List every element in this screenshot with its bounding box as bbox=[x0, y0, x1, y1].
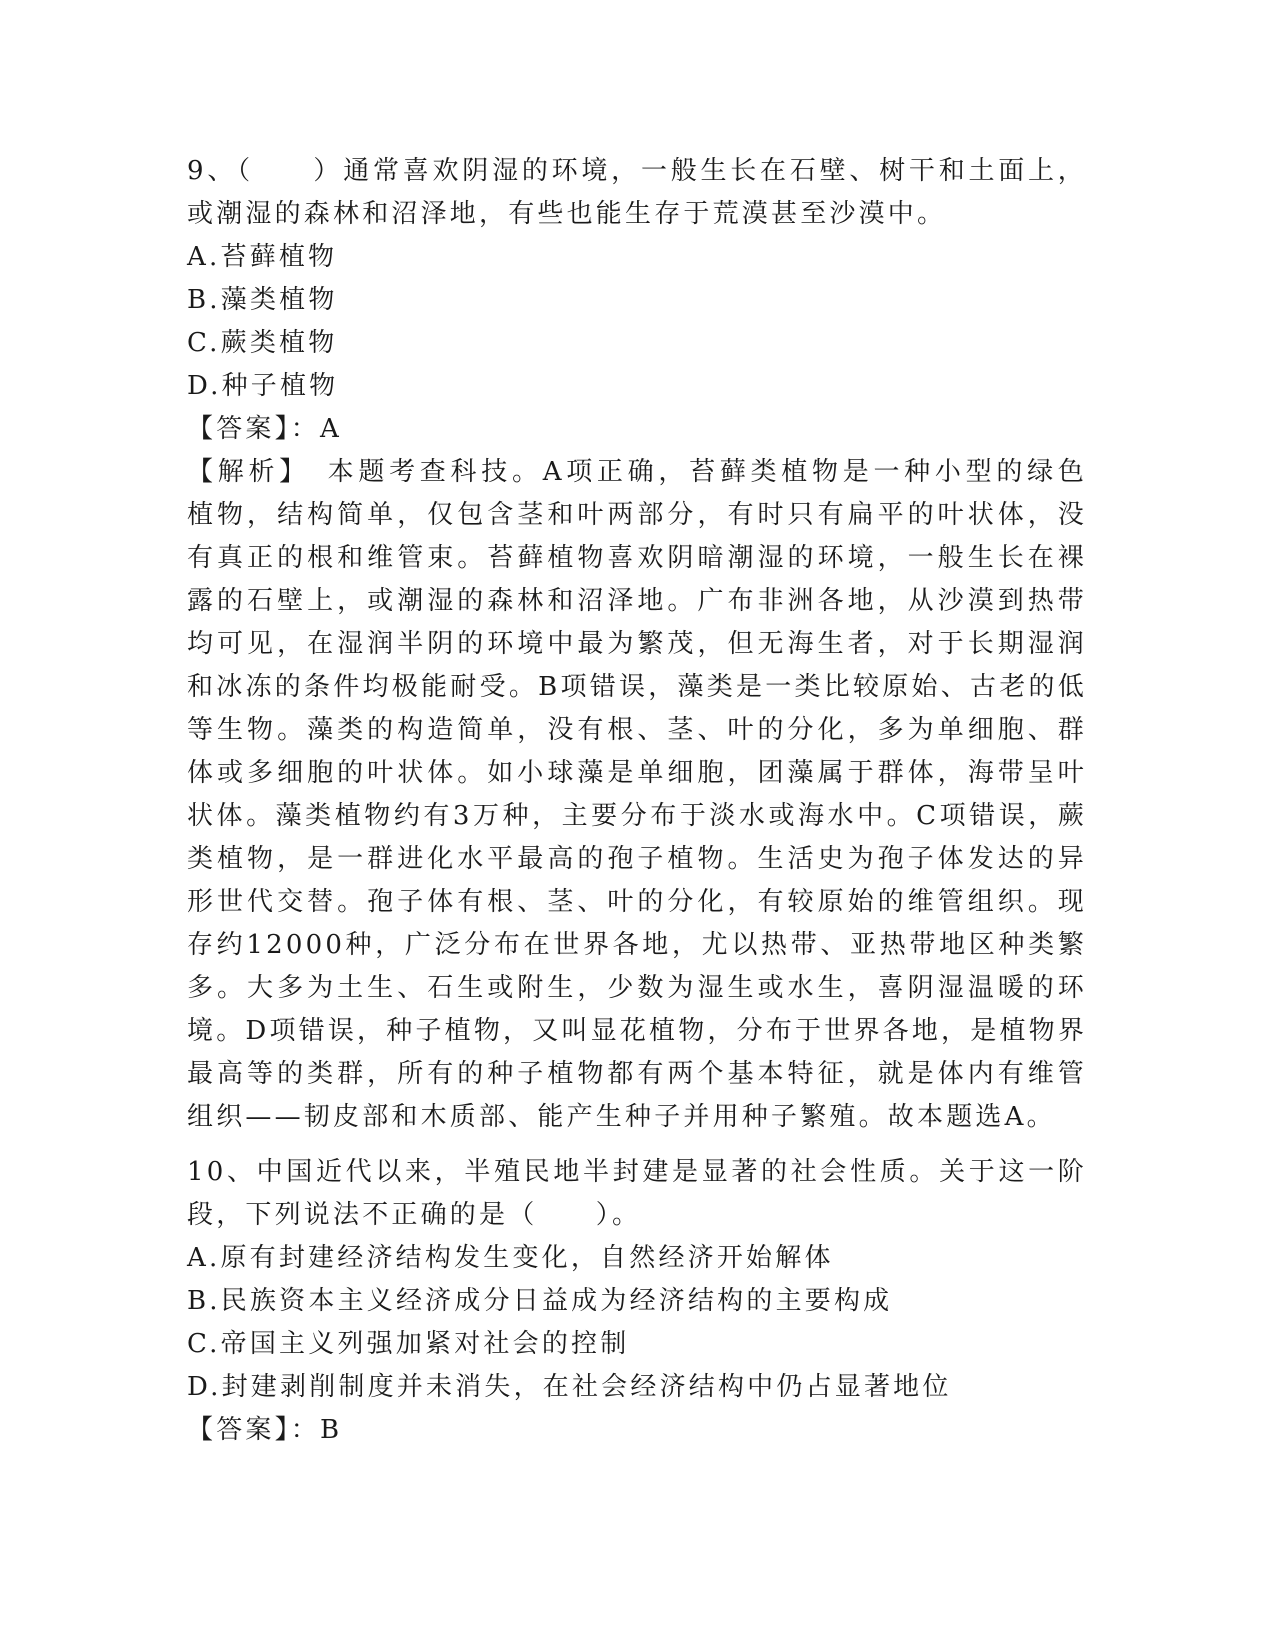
analysis-line: 和冰冻的条件均极能耐受。B项错误，藻类是一类比较原始、古老的低 bbox=[187, 672, 1087, 702]
analysis-line: 有真正的根和维管束。苔藓植物喜欢阴暗潮湿的环境，一般生长在裸 bbox=[187, 543, 1087, 573]
question-9-analysis bbox=[187, 451, 1087, 1139]
analysis-line: 多。大多为土生、石生或附生，少数为湿生或水生，喜阴湿温暖的环 bbox=[187, 973, 1087, 1003]
analysis-line: 最高等的类群，所有的种子植物都有两个基本特征，就是体内有维管 bbox=[187, 1059, 1087, 1089]
question-9-answer: 【答案】：A bbox=[187, 414, 342, 444]
question-9-option-a: A.苔藓植物 bbox=[187, 242, 338, 272]
question-10-option-b: B.民族资本主义经济成分日益成为经济结构的主要构成 bbox=[187, 1286, 893, 1316]
question-spacer bbox=[187, 1139, 1087, 1151]
analysis-line: 状体。藻类植物约有3万种，主要分布于淡水或海水中。C项错误，蕨 bbox=[187, 801, 1087, 831]
question-10-option-d: D.封建剥削制度并未消失，在社会经济结构中仍占显著地位 bbox=[187, 1372, 952, 1402]
question-10-answer: 【答案】：B bbox=[187, 1415, 343, 1445]
analysis-line: 等生物。藻类的构造简单，没有根、茎、叶的分化，多为单细胞、群 bbox=[187, 715, 1087, 745]
question-9-option-c: C.蕨类植物 bbox=[187, 328, 338, 358]
question-9 bbox=[187, 150, 1087, 1139]
question-10-option-a: A.原有封建经济结构发生变化，自然经济开始解体 bbox=[187, 1243, 834, 1273]
question-10 bbox=[187, 1151, 1087, 1452]
question-10-stem-line-1: 10、中国近代以来，半殖民地半封建是显著的社会性质。关于这一阶 bbox=[187, 1157, 1087, 1187]
analysis-line: 组织——韧皮部和木质部、能产生种子并用种子繁殖。故本题选A。 bbox=[187, 1102, 1056, 1132]
question-10-option-c: C.帝国主义列强加紧对社会的控制 bbox=[187, 1329, 630, 1359]
question-9-option-d: D.种子植物 bbox=[187, 371, 339, 401]
question-10-stem-line-2: 段，下列说法不正确的是（ ）。 bbox=[187, 1200, 642, 1230]
analysis-line: 体或多细胞的叶状体。如小球藻是单细胞，团藻属于群体，海带呈叶 bbox=[187, 758, 1087, 788]
analysis-line: 存约12000种，广泛分布在世界各地，尤以热带、亚热带地区种类繁 bbox=[187, 930, 1087, 960]
analysis-line: 植物，结构简单，仅包含茎和叶两部分，有时只有扁平的叶状体，没 bbox=[187, 500, 1087, 530]
analysis-line: 形世代交替。孢子体有根、茎、叶的分化，有较原始的维管组织。现 bbox=[187, 887, 1087, 917]
document-page bbox=[187, 150, 1087, 1452]
question-9-option-b: B.藻类植物 bbox=[187, 285, 338, 315]
question-9-stem-line-1: 9、（ ）通常喜欢阴湿的环境，一般生长在石壁、树干和土面上， bbox=[187, 156, 1087, 186]
analysis-line: 露的石壁上，或潮湿的森林和沼泽地。广布非洲各地，从沙漠到热带 bbox=[187, 586, 1087, 616]
analysis-line: 境。D项错误，种子植物，又叫显花植物，分布于世界各地，是植物界 bbox=[187, 1016, 1088, 1046]
question-9-stem-line-2: 或潮湿的森林和沼泽地，有些也能生存于荒漠甚至沙漠中。 bbox=[187, 199, 947, 229]
analysis-line: 均可见，在湿润半阴的环境中最为繁茂，但无海生者，对于长期湿润 bbox=[187, 629, 1087, 659]
analysis-line: 类植物，是一群进化水平最高的孢子植物。生活史为孢子体发达的异 bbox=[187, 844, 1087, 874]
analysis-line: 【解析】 本题考查科技。A项正确，苔藓类植物是一种小型的绿色 bbox=[187, 457, 1087, 487]
